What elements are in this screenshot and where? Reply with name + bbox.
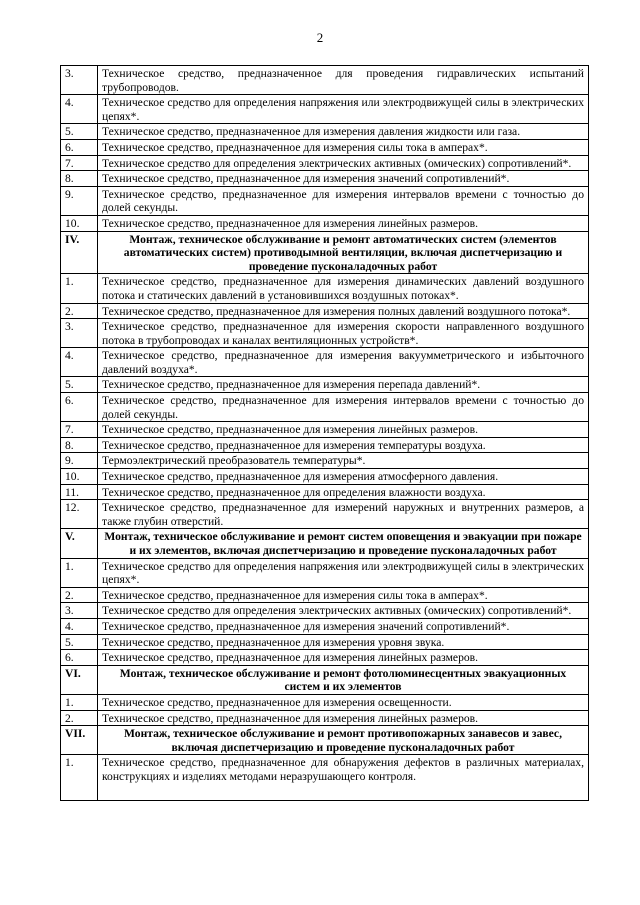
item-number: 3. (61, 66, 98, 95)
table-row (61, 95, 589, 124)
table-row (61, 694, 589, 710)
item-text: Техническое средство, предназначенное для измерения силы тока в амперах*. (98, 587, 589, 603)
table-row (61, 155, 589, 171)
table-row (61, 710, 589, 726)
section-number: V. (61, 529, 98, 558)
section-title: Монтаж, техническое обслуживание и ремонт систем оповещения и эвакуации при пожаре и их элементов, включая диспетчеризацию и проведение пусконаладочных работ (98, 529, 589, 558)
item-number: 9. (61, 453, 98, 469)
item-text: Техническое средство, предназначенное для обнаружения дефектов в различных материалах, конструкциях и изделиях методами неразрушающего контроля. (98, 755, 589, 801)
item-number: 3. (61, 319, 98, 348)
item-text: Техническое средство, предназначенное для измерения вакуумметрического и избыточного давлений воздуха*. (98, 348, 589, 377)
item-number: 1. (61, 755, 98, 801)
item-text: Термоэлектрический преобразователь температуры*. (98, 453, 589, 469)
table-row (61, 124, 589, 140)
item-number: 1. (61, 694, 98, 710)
item-number: 8. (61, 437, 98, 453)
item-number: 4. (61, 348, 98, 377)
item-number: 6. (61, 393, 98, 422)
section-header-row (61, 665, 589, 694)
equipment-table (60, 65, 589, 801)
table-row (61, 587, 589, 603)
item-number: 6. (61, 139, 98, 155)
equipment-table-body (61, 66, 589, 801)
page-number: 2 (316, 30, 324, 45)
item-text: Техническое средство, предназначенное для измерения уровня звука. (98, 634, 589, 650)
item-number: 8. (61, 171, 98, 187)
table-row (61, 348, 589, 377)
table-row (61, 618, 589, 634)
table-row (61, 437, 589, 453)
item-text: Техническое средство, предназначенное для измерения интервалов времени с точностью до долей секунды. (98, 186, 589, 215)
section-header-row (61, 231, 589, 274)
item-text: Техническое средство, предназначенное для измерения силы тока в амперах*. (98, 139, 589, 155)
item-number: 7. (61, 155, 98, 171)
table-row (61, 422, 589, 438)
item-number: 2. (61, 303, 98, 319)
item-text: Техническое средство, предназначенное для измерения линейных размеров. (98, 215, 589, 231)
table-row (61, 139, 589, 155)
item-text: Техническое средство, предназначенное для измерений наружных и внутренних размеров, а также глубин отверстий. (98, 500, 589, 529)
table-row (61, 215, 589, 231)
item-text: Техническое средство, предназначенное для измерения давления жидкости или газа. (98, 124, 589, 140)
section-number: VII. (61, 726, 98, 755)
table-row (61, 377, 589, 393)
item-text: Техническое средство, предназначенное для измерения линейных размеров. (98, 710, 589, 726)
item-number: 1. (61, 558, 98, 587)
table-row (61, 500, 589, 529)
item-text: Техническое средство для определения электрических активных (омических) сопротивлений*. (98, 155, 589, 171)
table-row (61, 469, 589, 485)
table-row (61, 755, 589, 801)
section-number: IV. (61, 231, 98, 274)
item-number: 10. (61, 215, 98, 231)
item-text: Техническое средство, предназначенное для измерения значений сопротивлений*. (98, 171, 589, 187)
item-text: Техническое средство, предназначенное для определения влажности воздуха. (98, 484, 589, 500)
table-row (61, 66, 589, 95)
table-row (61, 453, 589, 469)
item-text: Техническое средство, предназначенное для измерения полных давлений воздушного потока*. (98, 303, 589, 319)
item-text: Техническое средство для определения напряжения или электродвижущей силы в электрических цепях*. (98, 95, 589, 124)
item-number: 10. (61, 469, 98, 485)
item-text: Техническое средство, предназначенное для измерения перепада давлений*. (98, 377, 589, 393)
table-row (61, 558, 589, 587)
table-row (61, 650, 589, 666)
section-title: Монтаж, техническое обслуживание и ремонт противопожарных занавесов и завес, включая диспетчеризацию и проведение пусконаладочных работ (98, 726, 589, 755)
item-number: 2. (61, 710, 98, 726)
item-number: 4. (61, 95, 98, 124)
item-number: 12. (61, 500, 98, 529)
item-number: 5. (61, 377, 98, 393)
table-row (61, 186, 589, 215)
item-number: 7. (61, 422, 98, 438)
section-header-row (61, 726, 589, 755)
table-row (61, 634, 589, 650)
table-row (61, 603, 589, 619)
item-text: Техническое средство, предназначенное для измерения скорости направленного воздушного потока в трубопроводах и каналах вентиляционных устройств*. (98, 319, 589, 348)
table-row (61, 319, 589, 348)
item-number: 5. (61, 634, 98, 650)
item-number: 11. (61, 484, 98, 500)
item-text: Техническое средство, предназначенное для измерения линейных размеров. (98, 422, 589, 438)
table-row (61, 171, 589, 187)
item-number: 4. (61, 618, 98, 634)
table-row (61, 484, 589, 500)
section-title: Монтаж, техническое обслуживание и ремонт фотолюминесцентных эвакуационных систем и их элементов (98, 665, 589, 694)
section-header-row (61, 529, 589, 558)
item-text: Техническое средство для определения напряжения или электродвижущей силы в электрических цепях*. (98, 558, 589, 587)
item-text: Техническое средство, предназначенное для измерения интервалов времени с точностью до долей секунды. (98, 393, 589, 422)
item-text: Техническое средство, предназначенное для измерения атмосферного давления. (98, 469, 589, 485)
item-text: Техническое средство, предназначенное для проведения гидравлических испытаний трубопроводов. (98, 66, 589, 95)
table-row (61, 393, 589, 422)
item-number: 6. (61, 650, 98, 666)
item-text: Техническое средство, предназначенное для измерения освещенности. (98, 694, 589, 710)
item-text: Техническое средство, предназначенное для измерения температуры воздуха. (98, 437, 589, 453)
item-text: Техническое средство, предназначенное для измерения динамических давлений воздушного потока и статических давлений в установившихся воздушных потоках*. (98, 274, 589, 303)
item-number: 9. (61, 186, 98, 215)
table-row (61, 274, 589, 303)
table-row (61, 303, 589, 319)
item-text: Техническое средство, предназначенное для измерения значений сопротивлений*. (98, 618, 589, 634)
item-number: 5. (61, 124, 98, 140)
section-title: Монтаж, техническое обслуживание и ремонт автоматических систем (элементов автоматических систем) противодымной вентиляции, включая диспетчеризацию и проведение пусконаладочных работ (98, 231, 589, 274)
item-number: 2. (61, 587, 98, 603)
item-number: 1. (61, 274, 98, 303)
section-number: VI. (61, 665, 98, 694)
item-text: Техническое средство для определения электрических активных (омических) сопротивлений*. (98, 603, 589, 619)
item-text: Техническое средство, предназначенное для измерения линейных размеров. (98, 650, 589, 666)
item-number: 3. (61, 603, 98, 619)
